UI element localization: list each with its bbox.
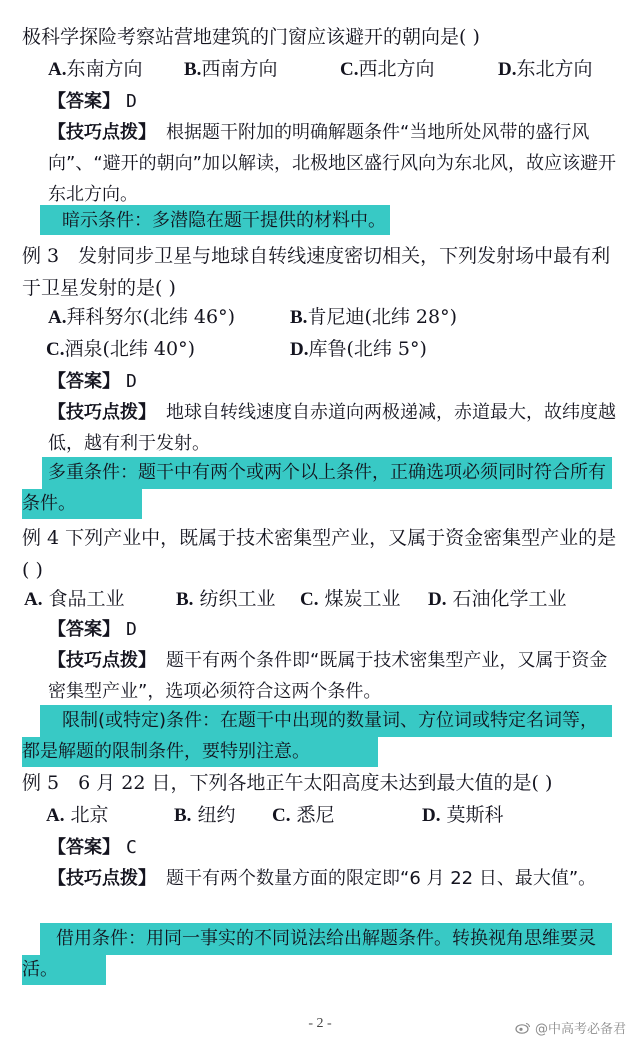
watermark: [515, 1018, 626, 1037]
page-number: - 2 -: [308, 1016, 332, 1031]
answer-line: 【答案】 D: [48, 619, 137, 640]
highlight-note: 暗示条件：多潜隐在题干提供的材料中。: [62, 210, 386, 231]
option-c: C. 悉尼: [272, 804, 335, 826]
answer-line: 【答案】 D: [48, 371, 137, 392]
option-b: B.肯尼迪(北纬 28°): [290, 306, 457, 328]
option-c: C.西北方向: [340, 58, 435, 80]
option-d: D.库鲁(北纬 5°): [290, 338, 427, 360]
highlight-note: 多重条件：题干中有两个或两个以上条件，正确选项必须同时符合所有条件。: [22, 462, 606, 514]
option-b: B. 纺织工业: [176, 588, 276, 610]
option-d: D. 莫斯科: [422, 804, 504, 826]
option-d: D. 石油化学工业: [428, 588, 567, 610]
tip-paragraph: 【技巧点拨】 题干有两个条件即“既属于技术密集型产业，又属于资金密集型产业”，选项必须符合这两个条件。: [48, 650, 608, 702]
option-d: D.东北方向: [498, 58, 593, 80]
option-a: A. 北京: [46, 804, 109, 826]
weibo-icon: [515, 1022, 531, 1034]
option-a: A.拜科努尔(北纬 46°): [48, 306, 236, 328]
option-a: A.东南方向: [48, 58, 143, 80]
question-stem: 例 4 下列产业中，既属于技术密集型产业，又属于资金密集型产业的是( ): [22, 527, 617, 581]
question-stem: 例 3 发射同步卫星与地球自转线速度密切相关，下列发射场中最有利于卫星发射的是( ): [22, 245, 611, 299]
tip-paragraph: 【技巧点拨】 地球自转线速度自赤道向两极递减，赤道最大，故纬度越低，越有利于发射。: [48, 402, 616, 454]
option-a: A. 食品工业: [24, 588, 125, 610]
question-stem: 极科学探险考察站营地建筑的门窗应该避开的朝向是( ): [22, 26, 480, 48]
question-stem: 例 5 6 月 22 日，下列各地正午太阳高度未达到最大值的是( ): [22, 772, 553, 794]
highlight-note: 借用条件：用同一事实的不同说法给出解题条件。转换视角思维要灵活。: [22, 928, 596, 980]
highlight-note: 限制(或特定)条件：在题干中出现的数量词、方位词或特定名词等，都是解题的限制条件，要特别注意。: [22, 710, 599, 762]
option-c: C.酒泉(北纬 40°): [46, 338, 196, 360]
answer-line: 【答案】 C: [48, 837, 137, 858]
tip-paragraph: 【技巧点拨】 题干有两个数量方面的限定即“6 月 22 日、最大值”。: [48, 868, 597, 889]
watermark-text: @中高考必备君: [534, 1022, 626, 1037]
option-b: B. 纽约: [174, 804, 236, 826]
option-c: C. 煤炭工业: [300, 588, 401, 610]
option-b: B.西南方向: [184, 58, 278, 80]
tip-paragraph: 【技巧点拨】 根据题干附加的明确解题条件“当地所处风带的盛行风向”、“避开的朝向”加以解读，北极地区盛行风向为东北风，故应该避开东北方向。: [48, 122, 616, 205]
answer-line: 【答案】 D: [48, 91, 137, 112]
